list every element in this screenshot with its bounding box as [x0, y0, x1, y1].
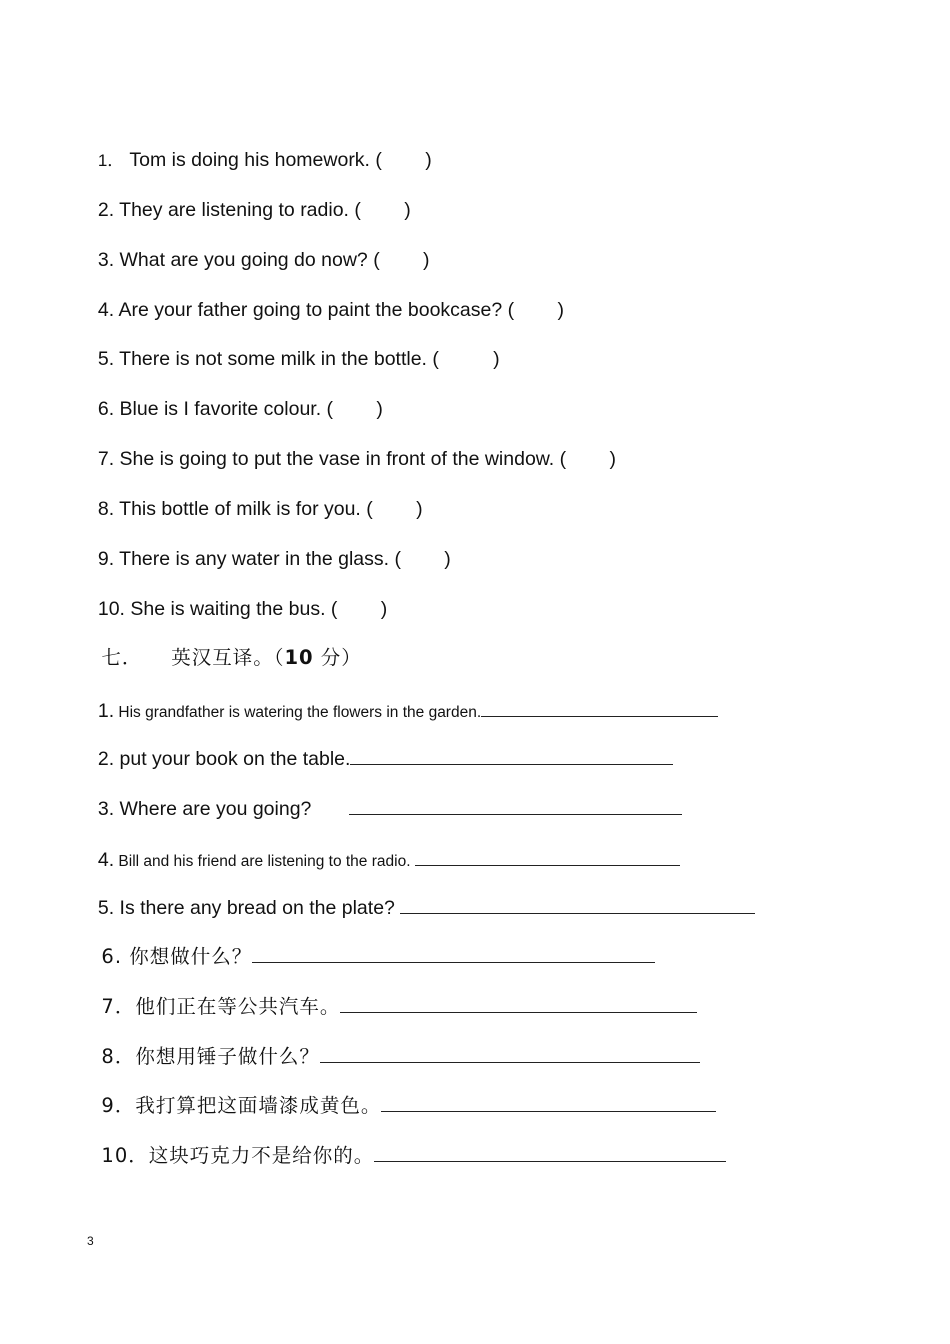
- translate-10: [87, 1119, 726, 1168]
- answer-line[interactable]: [349, 796, 682, 815]
- answer-line[interactable]: [320, 1044, 700, 1063]
- answer-line[interactable]: [381, 1093, 716, 1112]
- item-number: 10．: [101, 1144, 149, 1167]
- item-text: 他们正在等公共汽车。: [135, 995, 341, 1018]
- answer-line[interactable]: [350, 746, 673, 765]
- question-4: [87, 274, 564, 322]
- section-heading-prefix: 七． 英汉互译。（: [101, 646, 285, 669]
- question-8: [87, 473, 423, 521]
- question-2: [87, 174, 411, 222]
- item-text: Where are you going?: [114, 798, 350, 820]
- question-text: She is waiting the bus. ( ): [124, 598, 388, 620]
- translate-9: [87, 1069, 716, 1118]
- question-text: They are listening to radio. ( ): [114, 199, 411, 221]
- item-number: 2.: [97, 748, 115, 770]
- item-number: 7．: [101, 995, 136, 1018]
- question-text: This bottle of milk is for you. ( ): [114, 498, 423, 520]
- answer-line[interactable]: [252, 944, 655, 963]
- item-number: 6.: [101, 945, 123, 968]
- question-number: 4.: [97, 299, 115, 321]
- answer-line[interactable]: [374, 1143, 726, 1162]
- section-score: 10: [284, 646, 314, 669]
- answer-line[interactable]: [415, 847, 680, 866]
- item-text: Bill and his friend are listening to the radio.: [114, 853, 415, 870]
- question-10: [87, 573, 387, 621]
- item-text: put your book on the table.: [114, 748, 351, 770]
- section-heading-suffix: 分）: [313, 646, 362, 669]
- translate-6: [87, 920, 655, 969]
- answer-line[interactable]: [481, 698, 718, 717]
- question-text: There is any water in the glass. ( ): [114, 548, 451, 570]
- section-heading: [87, 622, 362, 670]
- question-number: 2.: [97, 199, 115, 221]
- item-text: 我打算把这面墙漆成黄色。: [135, 1094, 382, 1117]
- question-3: [87, 224, 430, 272]
- question-text: Blue is I favorite colour. ( ): [114, 398, 383, 420]
- item-text: 这块巧克力不是给你的。: [148, 1144, 375, 1167]
- question-1: [87, 124, 432, 173]
- item-number: 8．: [101, 1045, 136, 1068]
- question-5: [87, 323, 500, 371]
- page-number: 3: [87, 1234, 94, 1248]
- item-text: Is there any bread on the plate?: [114, 897, 401, 919]
- question-9: [87, 523, 451, 571]
- translate-5: [87, 871, 755, 920]
- question-number: 7.: [97, 448, 115, 470]
- question-text: Tom is doing his homework. ( ): [124, 149, 432, 171]
- question-text: There is not some milk in the bottle. ( ): [114, 348, 500, 370]
- question-number: 9.: [97, 548, 115, 570]
- translate-1: [87, 674, 718, 725]
- answer-line[interactable]: [340, 994, 697, 1013]
- question-text: What are you going do now? ( ): [114, 249, 430, 271]
- question-number: 1．: [97, 151, 125, 170]
- item-number: 4.: [97, 849, 115, 871]
- translate-4: [87, 823, 680, 874]
- question-text: She is going to put the vase in front of the window. ( ): [114, 448, 616, 470]
- item-text: His grandfather is watering the flowers in the garden.: [114, 704, 482, 721]
- item-number: 5.: [97, 897, 115, 919]
- question-number: 3.: [97, 249, 115, 271]
- item-text: 你想做什么？: [122, 945, 253, 968]
- translate-8: [87, 1020, 700, 1069]
- question-number: 5.: [97, 348, 115, 370]
- translate-7: [87, 970, 697, 1019]
- question-7: [87, 423, 616, 471]
- answer-line[interactable]: [400, 895, 755, 914]
- item-text: 你想用锤子做什么？: [135, 1045, 320, 1068]
- translate-3: [87, 772, 682, 821]
- question-6: [87, 373, 383, 421]
- question-number: 10.: [97, 598, 125, 620]
- question-number: 8.: [97, 498, 115, 520]
- item-number: 1.: [97, 700, 115, 722]
- question-text: Are your father going to paint the bookcase? ( ): [114, 299, 564, 321]
- item-number: 3.: [97, 798, 115, 820]
- item-number: 9．: [101, 1094, 136, 1117]
- question-number: 6.: [97, 398, 115, 420]
- translate-2: [87, 722, 673, 771]
